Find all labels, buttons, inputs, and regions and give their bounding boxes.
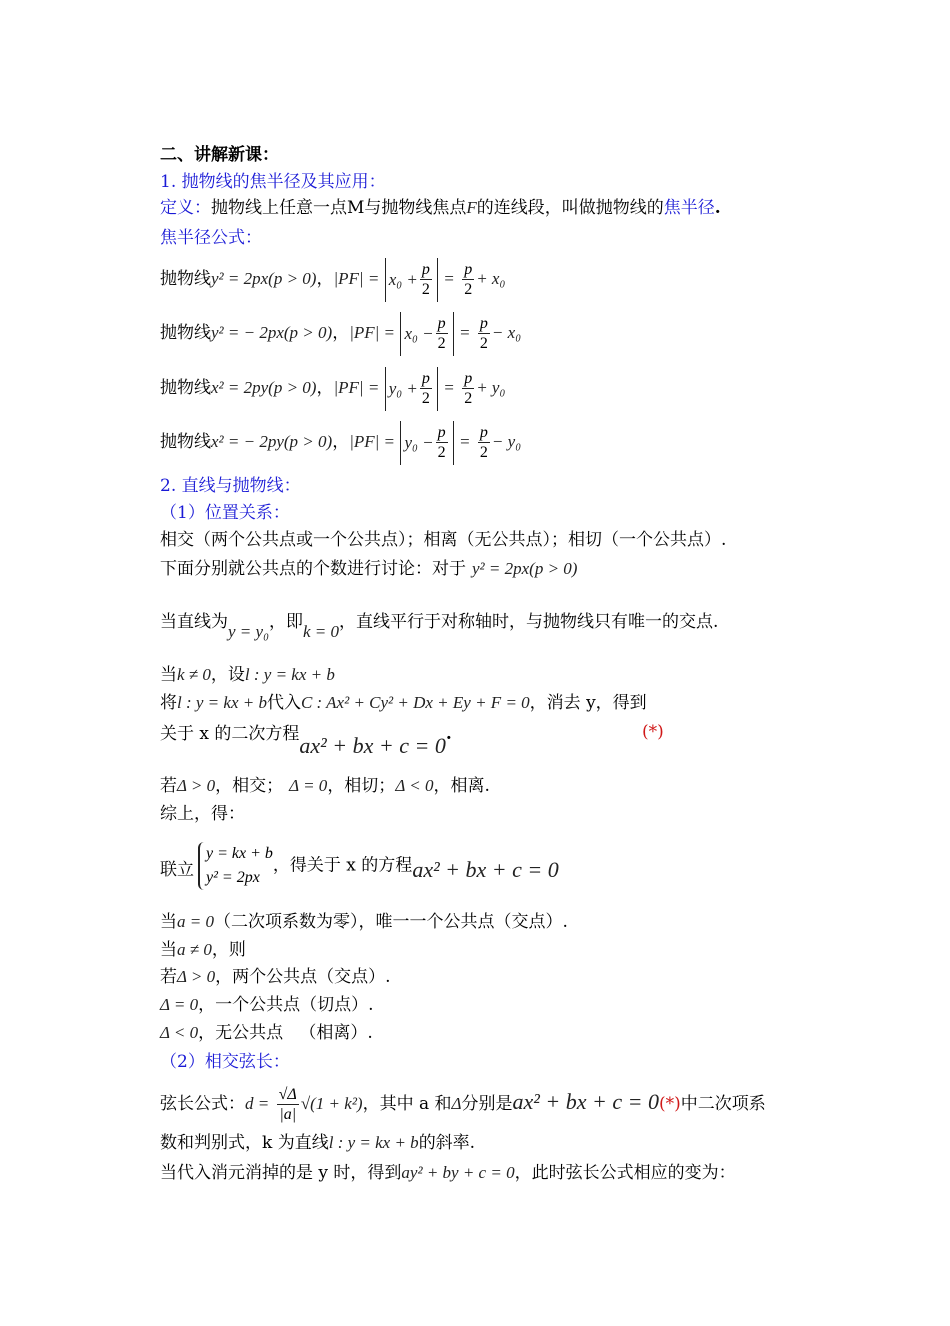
fraction: [420, 369, 432, 408]
formula-lead: 抛物线: [160, 323, 211, 343]
quadratic-equation: ax² + bx + c = 0: [299, 733, 446, 758]
math: C : Ax² + Cy² + Dx + Ey + F = 0: [300, 693, 530, 712]
text: ，消去 y，得到: [529, 693, 647, 713]
definition-label: 定义：: [160, 198, 211, 218]
section1-title: 1. 抛物线的焦半径及其应用：: [160, 172, 386, 192]
text: 分别是: [461, 1094, 513, 1114]
math: Δ > 0: [177, 967, 216, 986]
comma: ，: [332, 323, 350, 343]
dot: .: [445, 724, 452, 744]
formula-equation: x² = 2py(p > 0): [211, 378, 317, 397]
math: a = 0: [177, 912, 214, 931]
text: ，无公共点 （相离）.: [198, 1023, 373, 1043]
math: k ≠ 0: [177, 665, 211, 684]
frac-den: 2: [421, 281, 430, 298]
frac-den: 2: [479, 444, 488, 461]
math: l : y = kx + b: [328, 1133, 419, 1152]
fraction: [462, 369, 474, 408]
frac-den: 2: [437, 335, 446, 352]
math: ax² + bx + c = 0: [412, 856, 559, 882]
math: a ≠ 0: [177, 940, 212, 959]
text: 代入: [266, 693, 301, 713]
math: Δ: [451, 1094, 462, 1113]
definition-text-b: 的连线段，叫做抛物线的: [476, 198, 664, 218]
text: 中二次项系: [680, 1094, 766, 1114]
formula-lead: 抛物线: [160, 269, 211, 289]
definition-text-a: 抛物线上任意一点M与抛物线焦点: [211, 198, 467, 218]
frac-den: 2: [421, 390, 430, 407]
text: 数和判别式，k 为直线: [160, 1133, 329, 1153]
text: ，其中 a 和: [362, 1094, 452, 1114]
chord-formula-line: [160, 1080, 766, 1124]
text: 当: [160, 912, 177, 932]
parallel-eq1: y = y₀: [228, 622, 269, 641]
text: ，相交；: [215, 776, 284, 796]
text: 当代入消元消掉的是 y 时，得到: [160, 1163, 402, 1183]
text: 联立: [160, 859, 194, 880]
math: l : y = kx + b: [244, 665, 335, 684]
definition-line: [160, 197, 721, 219]
frac-den: 2: [437, 444, 446, 461]
fraction: [420, 260, 432, 299]
frac-num: p: [437, 424, 446, 441]
y-case-line: [160, 1162, 736, 1184]
equals: =: [443, 269, 455, 288]
formula-equation: x² = − 2py(p > 0): [211, 432, 333, 451]
text: 若: [160, 776, 177, 796]
delta-positive-line: [160, 966, 391, 988]
text: ，得关于 x 的方程: [272, 855, 413, 876]
equals: =: [459, 432, 471, 451]
k-neq-line: [160, 664, 335, 686]
formula-row-2: [160, 311, 521, 355]
comma: ，: [332, 432, 350, 452]
frac-num: p: [464, 261, 473, 278]
text: 若: [160, 967, 177, 987]
text: 关于 x 的二次方程: [160, 724, 300, 744]
section-heading: 二、讲解新课：: [160, 145, 279, 165]
text: ，设: [210, 665, 245, 685]
frac-num: p: [437, 315, 446, 332]
formula-lead: 抛物线: [160, 432, 211, 452]
text: ，一个公共点（切点）.: [198, 995, 374, 1015]
subsection1-title: （1）位置关系：: [160, 503, 290, 523]
fraction: [436, 423, 448, 462]
comma: ，: [316, 269, 334, 289]
formula-row-1: [160, 257, 505, 301]
relations-line: 相交（两个公共点或一个公共点）；相离（无公共点）；相切（一个公共点）.: [160, 530, 727, 550]
system-row: y = kx + b: [206, 845, 273, 862]
frac-den: 2: [479, 335, 488, 352]
abs-inner: x₀ −: [404, 323, 434, 343]
a-zero-line: [160, 911, 568, 933]
delta-cases-line: [160, 775, 490, 797]
abs-inner: y₀ −: [404, 432, 434, 452]
text: 的斜率.: [418, 1133, 476, 1153]
parallel-text-c: ，直线平行于对称轴时，与抛物线只有唯一的交点.: [339, 612, 719, 632]
focus-symbol: F: [466, 198, 477, 217]
result-tail: + x₀: [476, 269, 506, 288]
section2-title: 2. 直线与抛物线：: [160, 476, 301, 496]
frac-num: p: [479, 424, 488, 441]
abs-inner: y₀ +: [388, 378, 418, 398]
formula-title: 焦半径公式：: [160, 228, 262, 248]
frac-den: |a|: [279, 1106, 297, 1123]
math: Δ < 0: [395, 776, 434, 795]
formula-equation: y² = − 2px(p > 0): [211, 323, 333, 342]
summary-line: 综上，得：: [160, 804, 245, 824]
text: ，相离.: [433, 776, 490, 796]
discuss-equation: y² = 2px(p > 0): [472, 559, 578, 578]
system-row: y² = 2px: [206, 869, 260, 886]
text: ，相切；: [327, 776, 396, 796]
parallel-text-b: ，即: [268, 612, 303, 632]
frac-num: p: [479, 315, 488, 332]
math: d =: [245, 1094, 270, 1113]
formula-row-4: [160, 420, 521, 464]
frac-num: √Δ: [278, 1086, 297, 1103]
absolute-value: [385, 367, 438, 411]
math: Δ > 0: [177, 776, 216, 795]
discuss-text: 下面分别就公共点的个数进行讨论：对于: [160, 559, 466, 579]
parallel-text-a: 当直线为: [160, 612, 228, 632]
sqrt-term: √(1 + k²): [300, 1094, 363, 1113]
a-nonzero-line: [160, 939, 246, 961]
text: ，此时弦长公式相应的变为：: [514, 1163, 736, 1183]
definition-term: 焦半径: [663, 198, 715, 218]
fraction: [478, 314, 490, 353]
parallel-line: [160, 611, 719, 641]
math: Δ = 0: [289, 776, 328, 795]
absolute-value: [400, 312, 453, 356]
discuss-line: [160, 558, 577, 580]
formula-lead: 抛物线: [160, 378, 211, 398]
math: ay² + by + c = 0: [401, 1163, 515, 1182]
frac-den: 2: [464, 281, 473, 298]
absolute-value: [385, 258, 438, 302]
frac-num: p: [421, 370, 430, 387]
equals: =: [443, 378, 455, 397]
frac-num: p: [421, 261, 430, 278]
formula-pf: |PF| =: [333, 378, 380, 397]
formula-pf: |PF| =: [349, 323, 396, 342]
fraction: [478, 423, 490, 462]
fraction: [462, 260, 474, 299]
comma: ，: [316, 378, 334, 398]
chord-line-2: [160, 1132, 475, 1154]
math: l : y = kx + b: [177, 693, 267, 712]
text: ，两个公共点（交点）.: [215, 967, 391, 987]
frac-den: 2: [464, 390, 473, 407]
formula-pf: |PF| =: [333, 269, 380, 288]
formula-pf: |PF| =: [349, 432, 396, 451]
delta-zero-line: [160, 994, 374, 1016]
substitute-line: [160, 692, 647, 714]
math: ax² + bx + c = 0: [512, 1089, 659, 1114]
formula-row-3: [160, 366, 505, 410]
math: Δ < 0: [160, 1023, 199, 1042]
result-tail: − y₀: [491, 432, 522, 451]
absolute-value: [400, 421, 453, 465]
parallel-eq2: k = 0: [302, 622, 340, 641]
text: 将: [160, 693, 177, 713]
result-tail: − x₀: [491, 323, 522, 342]
text: 当: [160, 940, 177, 960]
text: 弦长公式：: [160, 1094, 245, 1114]
frac-num: p: [464, 370, 473, 387]
delta-negative-line: [160, 1022, 373, 1044]
text: 当: [160, 665, 177, 685]
subsection2-title: （2）相交弦长：: [160, 1052, 290, 1072]
equation-system: [198, 842, 273, 890]
equation-mark: (*): [658, 1094, 681, 1114]
equals: =: [459, 323, 471, 342]
abs-inner: x₀ +: [388, 269, 418, 289]
fraction: [436, 314, 448, 353]
result-tail: + y₀: [476, 378, 506, 397]
chord-fraction: [277, 1085, 299, 1124]
equation-mark: (*): [642, 722, 664, 742]
formula-equation: y² = 2px(p > 0): [211, 269, 317, 288]
math: Δ = 0: [160, 995, 199, 1014]
system-line: [160, 842, 559, 896]
definition-end: .: [714, 198, 721, 218]
quadratic-line: [160, 721, 452, 758]
text: （二次项系数为零），唯一一个公共点（交点）.: [213, 912, 568, 932]
text: ，则: [211, 940, 246, 960]
